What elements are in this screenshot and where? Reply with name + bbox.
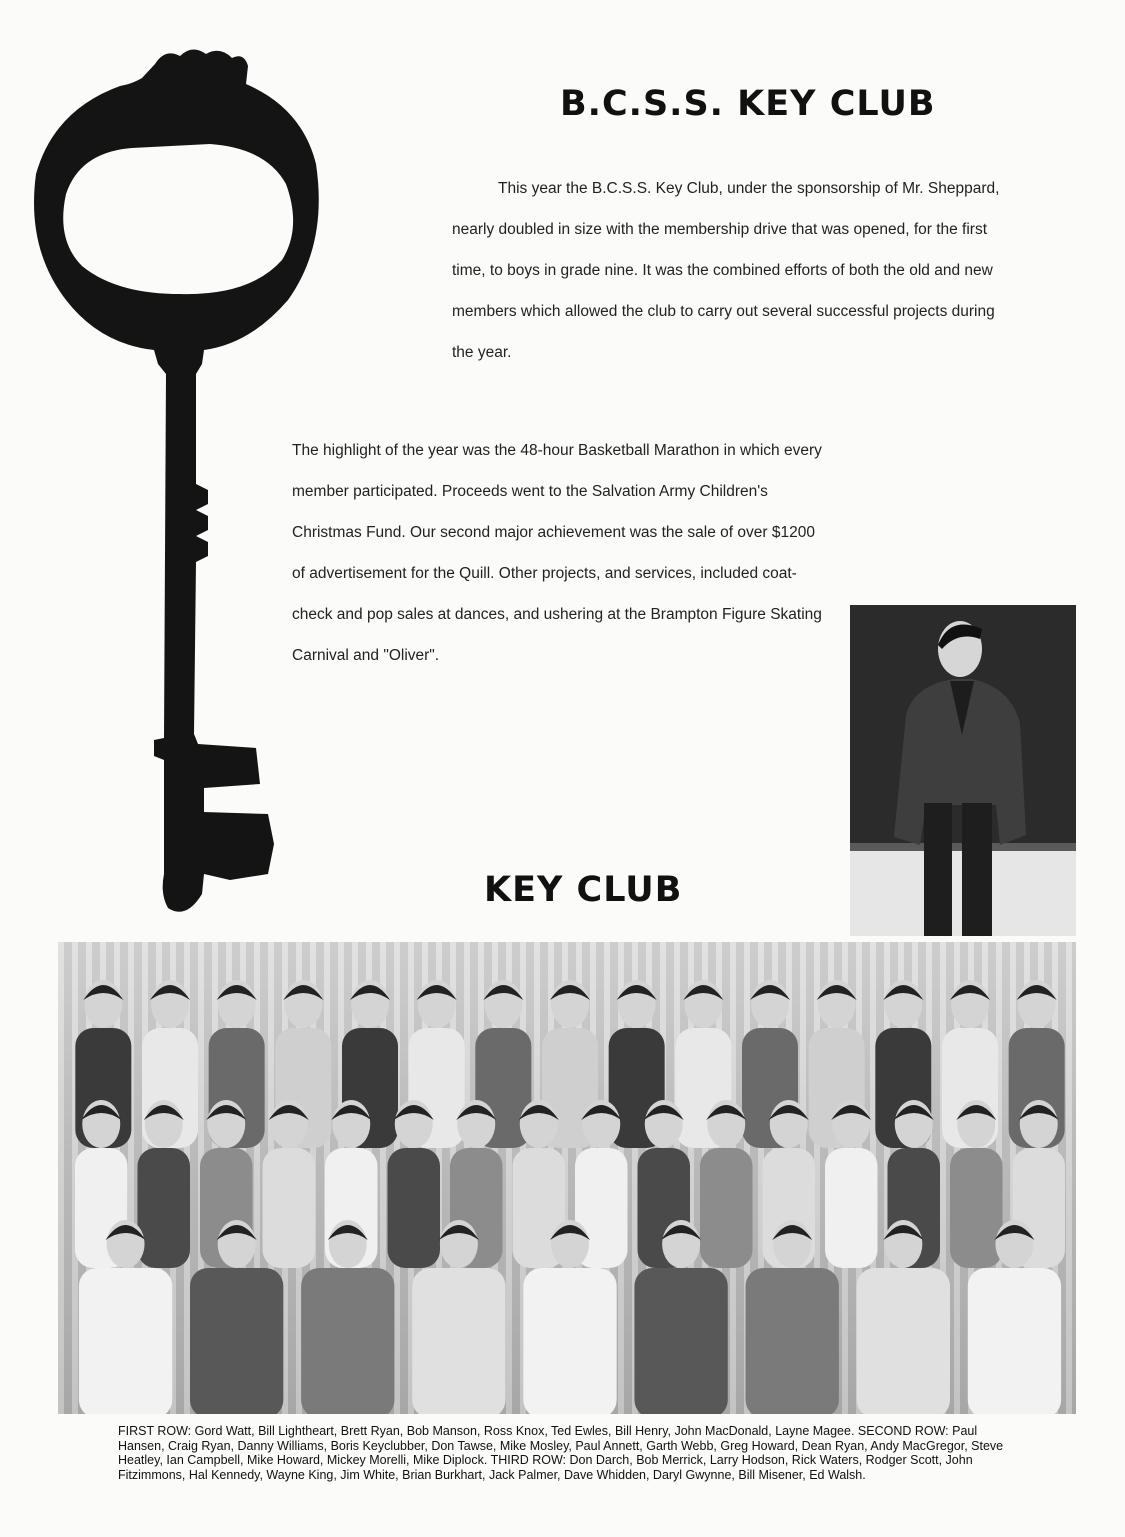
group-caption: FIRST ROW: Gord Watt, Bill Lightheart, Brett Ryan, Bob Manson, Ross Knox, Ted Ewles, Bill Henry, John MacDonald, Layne Magee. SECOND ROW: Paul Hansen, Craig Ryan, Danny Williams, Boris Keyclubber, Don Tawse, Mike Mosley, Paul Annett, Garth Webb, Greg Howard, Dean Ryan, Andy MacGregor, Steve Heatley, Ian Campbell, Mike Howard, Mickey Morelli, Mike Diplock. THIRD ROW: Don Darch, Bob Merrick, Larry Hodson, Rick Waters, Rodger Scott, John Fitzimmons, Hal Kennedy, Wayne King, Jim White, Brian Burkhart, Jack Palmer, Dave Whidden, Daryl Gwynne, Bill Misener, Ed Walsh.	[118, 1424, 1004, 1482]
member-body	[634, 1268, 727, 1414]
member-body	[79, 1268, 172, 1414]
intro-paragraph: This year the B.C.S.S. Key Club, under the sponsorship of Mr. Sheppard, nearly doubled in size with the membership drive that was opened, for the first time, to boys in grade nine. It was the combined efforts of both the old and new members which allowed the club to carry out several successful projects during the year.	[452, 180, 1000, 361]
member-body	[301, 1268, 394, 1414]
section-title: KEY CLUB	[484, 870, 683, 910]
member-body	[412, 1268, 505, 1414]
page-title: B.C.S.S. KEY CLUB	[560, 84, 936, 124]
member-body	[700, 1148, 753, 1268]
member-body	[950, 1148, 1003, 1268]
sponsor-photo	[850, 605, 1076, 936]
member-body	[190, 1268, 283, 1414]
member-body	[263, 1148, 316, 1268]
member-body	[968, 1268, 1061, 1414]
group-photo	[58, 942, 1076, 1414]
member-body	[857, 1268, 950, 1414]
member-body	[523, 1268, 616, 1414]
member-body	[746, 1268, 839, 1414]
member-body	[388, 1148, 441, 1268]
highlight-paragraph: The highlight of the year was the 48-hour Basketball Marathon in which every member participated. Proceeds went to the Salvation Army Children's Christmas Fund. Our second major achievement was the sale of over $1200 of advertisement for the Quill. Other projects, and services, included coat-check and pop sales at dances, and ushering at the Brampton Figure Skating Carnival and "Oliver".	[292, 442, 822, 664]
member-body	[138, 1148, 191, 1268]
member-body	[825, 1148, 878, 1268]
